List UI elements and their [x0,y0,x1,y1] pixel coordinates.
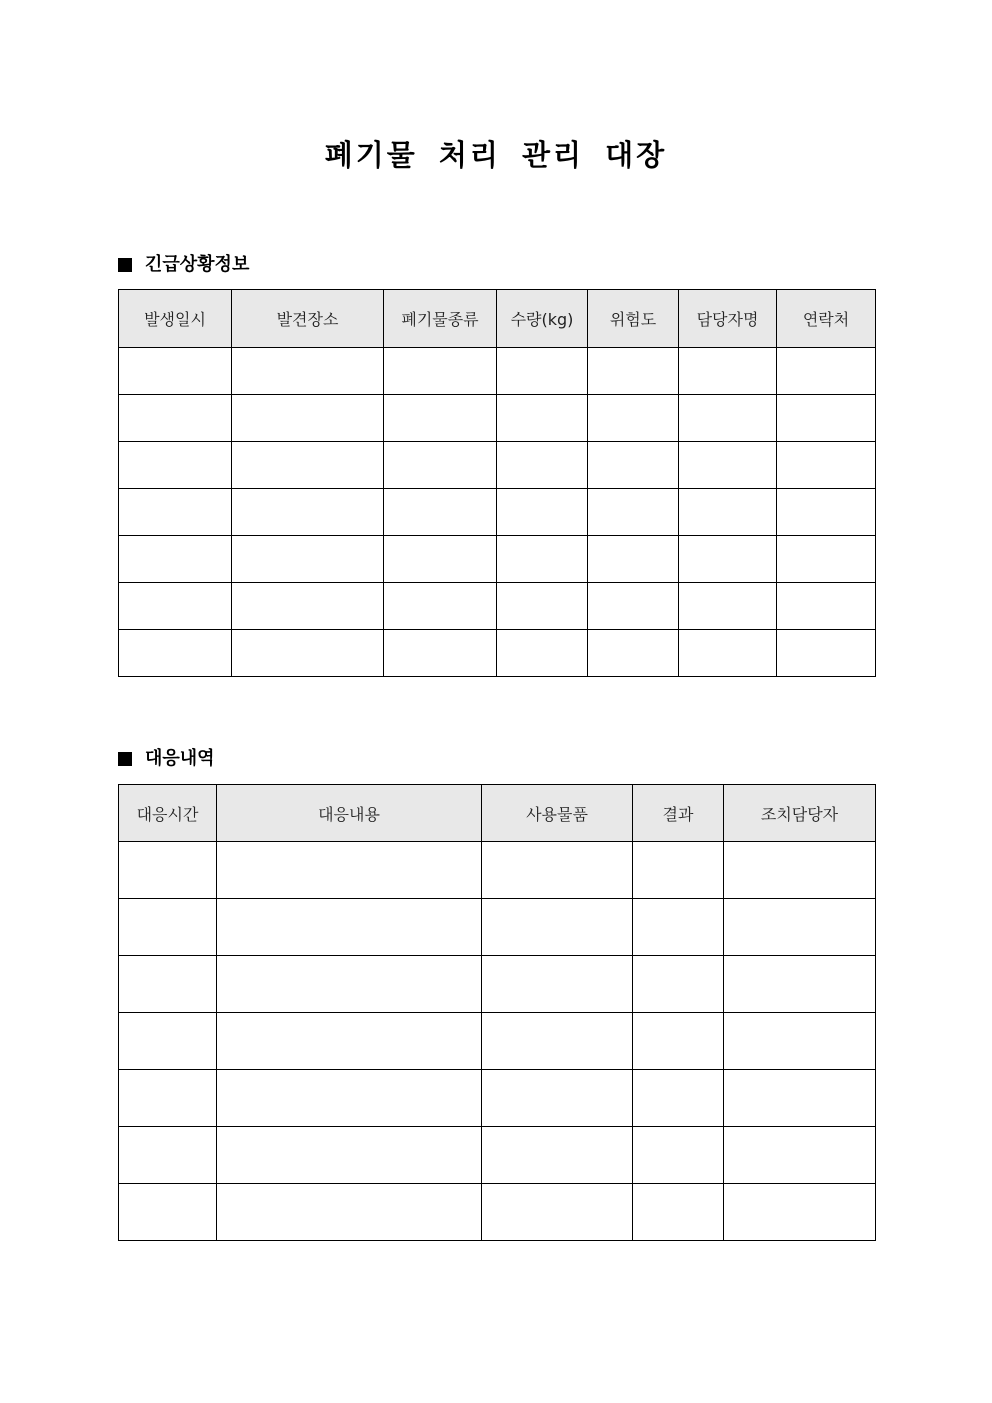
table-row [119,348,876,395]
table-cell[interactable] [384,348,497,395]
table-cell[interactable] [384,536,497,583]
table-cell[interactable] [633,899,724,956]
table-cell[interactable] [724,842,876,899]
table-cell[interactable] [777,442,876,489]
table-cell[interactable] [232,395,384,442]
table-cell[interactable] [679,442,777,489]
table-cell[interactable] [232,536,384,583]
table-row [119,1184,876,1241]
table-cell[interactable] [497,583,588,630]
table-cell[interactable] [482,1127,633,1184]
table-cell[interactable] [588,536,679,583]
table-cell[interactable] [119,899,217,956]
table-row [119,1127,876,1184]
square-bullet-icon [118,752,132,766]
table-cell[interactable] [633,956,724,1013]
column-header-waste-type: 폐기물종류 [384,290,497,348]
table-cell[interactable] [482,1184,633,1241]
section-heading-response-history [118,746,215,772]
table-cell[interactable] [119,348,232,395]
table-cell[interactable] [384,442,497,489]
response-history-table [118,784,876,1241]
table-cell[interactable] [384,630,497,677]
table-cell[interactable] [724,1013,876,1070]
table-cell[interactable] [232,630,384,677]
table-cell[interactable] [497,348,588,395]
table-cell[interactable] [217,956,482,1013]
table-row [119,1070,876,1127]
table-cell[interactable] [679,348,777,395]
section-title-text: 긴급상황정보 [145,254,250,275]
table-row [119,899,876,956]
table-cell[interactable] [679,536,777,583]
table-cell[interactable] [119,489,232,536]
column-header-response-time: 대응시간 [119,785,217,842]
table-cell[interactable] [633,1013,724,1070]
table-cell[interactable] [679,630,777,677]
table-header-row [119,290,876,348]
table-cell[interactable] [119,536,232,583]
table-cell[interactable] [497,536,588,583]
column-header-quantity-kg: 수량(kg) [497,290,588,348]
table-row [119,630,876,677]
column-header-supplies-used: 사용물품 [482,785,633,842]
table-cell[interactable] [497,395,588,442]
table-cell[interactable] [497,630,588,677]
table-cell[interactable] [119,583,232,630]
table-cell[interactable] [217,842,482,899]
table-cell[interactable] [217,1070,482,1127]
square-bullet-icon [118,258,132,272]
table-cell[interactable] [777,395,876,442]
table-cell[interactable] [119,630,232,677]
table-cell[interactable] [588,489,679,536]
table-cell[interactable] [633,842,724,899]
table-cell[interactable] [588,348,679,395]
table-cell[interactable] [384,489,497,536]
column-header-contact: 연락처 [777,290,876,348]
table-cell[interactable] [679,583,777,630]
table-cell[interactable] [633,1127,724,1184]
table-cell[interactable] [119,395,232,442]
table-cell[interactable] [217,899,482,956]
table-cell[interactable] [384,395,497,442]
table-cell[interactable] [679,489,777,536]
table-row [119,395,876,442]
table-cell[interactable] [119,1013,217,1070]
table-cell[interactable] [633,1070,724,1127]
table-cell[interactable] [588,395,679,442]
table-cell[interactable] [777,489,876,536]
table-cell[interactable] [482,956,633,1013]
table-cell[interactable] [482,1070,633,1127]
table-cell[interactable] [119,1070,217,1127]
column-header-result: 결과 [633,785,724,842]
section-heading-emergency-info [118,252,249,278]
table-header-row [119,785,876,842]
column-header-person-in-charge: 담당자명 [679,290,777,348]
table-cell[interactable] [497,489,588,536]
section-title-text: 대응내역 [145,748,215,769]
table-row [119,956,876,1013]
table-cell[interactable] [232,489,384,536]
table-cell[interactable] [724,899,876,956]
table-cell[interactable] [724,956,876,1013]
table-cell[interactable] [724,1127,876,1184]
table-cell[interactable] [482,842,633,899]
column-header-discovery-location: 발견장소 [232,290,384,348]
column-header-action-manager: 조치담당자 [724,785,876,842]
table-row [119,842,876,899]
table-cell[interactable] [217,1127,482,1184]
table-cell[interactable] [588,583,679,630]
table-cell[interactable] [384,583,497,630]
table-row [119,442,876,489]
table-cell[interactable] [119,956,217,1013]
table-cell[interactable] [679,395,777,442]
column-header-occurrence-datetime: 발생일시 [119,290,232,348]
table-cell[interactable] [232,348,384,395]
table-row [119,583,876,630]
table-cell[interactable] [217,1184,482,1241]
table-cell[interactable] [482,899,633,956]
table-cell[interactable] [724,1184,876,1241]
column-header-risk-level: 위험도 [588,290,679,348]
table-cell[interactable] [777,536,876,583]
table-cell[interactable] [482,1013,633,1070]
emergency-info-table [118,289,876,677]
table-cell[interactable] [724,1070,876,1127]
table-cell[interactable] [777,348,876,395]
table-cell[interactable] [119,442,232,489]
table-cell[interactable] [777,630,876,677]
table-cell[interactable] [217,1013,482,1070]
table-cell[interactable] [633,1184,724,1241]
table-row [119,489,876,536]
table-cell[interactable] [232,583,384,630]
table-cell[interactable] [777,583,876,630]
table-cell[interactable] [588,442,679,489]
document-title: 폐기물 처리 관리 대장 [324,138,668,172]
table-cell[interactable] [232,442,384,489]
column-header-response-details: 대응내용 [217,785,482,842]
table-row [119,1013,876,1070]
table-cell[interactable] [588,630,679,677]
table-cell[interactable] [497,442,588,489]
table-row [119,536,876,583]
table-cell[interactable] [119,1184,217,1241]
table-cell[interactable] [119,842,217,899]
table-cell[interactable] [119,1127,217,1184]
